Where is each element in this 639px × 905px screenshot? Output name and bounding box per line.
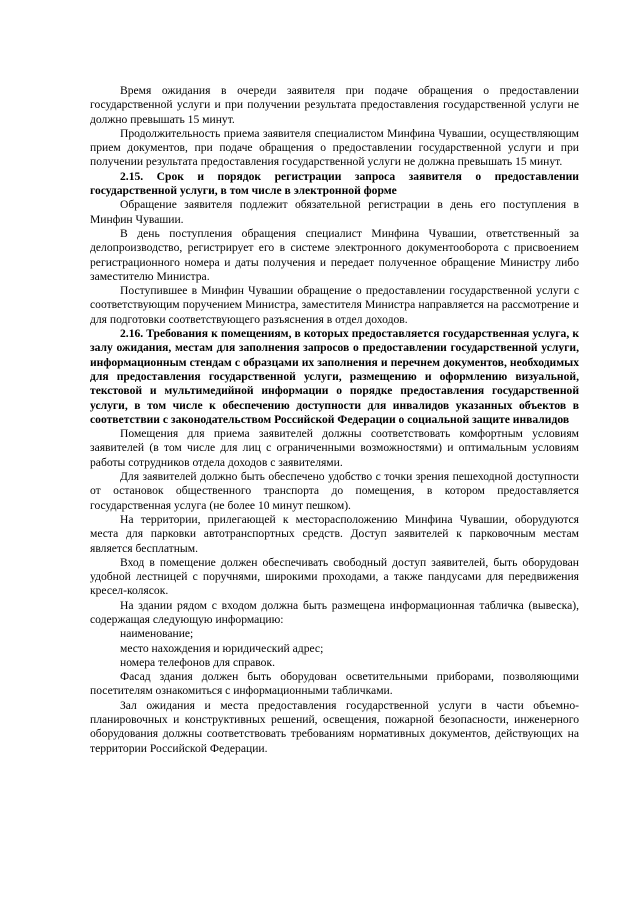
section-heading-2-16: 2.16. Требования к помещениям, в которых предоставляется государственная услуга, к залу ожидания, местам для заполнения запросов о предоставлении государственной услуги, информационным стендам с образцами их заполнения и перечнем документов, необходимых для предоставления государственной услуги, размещению и оформлению визуальной, текстовой и мультимедийной информации о порядке предоставления государственной услуги, в том числе к обеспечению доступности для инвалидов указанных объектов в соответствии с законодательством Российской Федерации о социальной защите инвалидов	[90, 327, 579, 426]
section-heading-2-15: 2.15. Срок и порядок регистрации запроса заявителя о предоставлении государственной услуги, в том числе в электронной форме	[90, 169, 579, 198]
paragraph-registration-day: В день поступления обращения специалист Минфина Чувашии, ответственный за делопроизводство, регистрирует его в системе электронного документооборота с присвоением регистрационного номера и даты получения и передает полученное обращение Министру либо заместителю Министра.	[90, 226, 579, 283]
list-item-phones: номера телефонов для справок.	[120, 655, 276, 669]
paragraph-accessibility: Для заявителей должно быть обеспечено удобство с точки зрения пешеходной доступности от остановок общественного транспорта до помещения, в котором предоставляется государственная услуга (не более 10 минут пешком).	[90, 470, 579, 512]
paragraph-waiting-hall: Зал ожидания и места предоставления государственной услуги в части объемно-планировочных и конструктивных решений, освещения, пожарной безопасности, инженерного оборудования должны соответствовать требованиям нормативных документов, действующих на территории Российской Федерации.	[90, 698, 579, 755]
paragraph-waiting-time: Время ожидания в очереди заявителя при подаче обращения о предоставлении государственной услуги и при получении результата предоставления государственной услуги не должно превышать 15 минут.	[90, 84, 579, 126]
paragraph-referral: Поступившее в Минфин Чувашии обращение о предоставлении государственной услуги с соответствующим поручением Министра, заместителя Министра направляется на рассмотрение и для подготовки соответствующего разъяснения в отдел доходов.	[90, 284, 579, 326]
paragraph-parking: На территории, прилегающей к месторасположению Минфина Чувашии, оборудуются места для парковки автотранспортных средств. Доступ заявителей к парковочным местам является бесплатным.	[90, 512, 579, 555]
paragraph-premises: Помещения для приема заявителей должны соответствовать комфортным условиям заявителей (в том числе для лиц с ограниченными возможностями) и оптимальным условиям работы сотрудников отдела доходов с заявителями.	[90, 427, 579, 469]
paragraph-sign: На здании рядом с входом должна быть размещена информационная табличка (вывеска), содержащая следующую информацию:	[90, 598, 579, 626]
paragraph-entrance: Вход в помещение должен обеспечивать свободный доступ заявителей, быть оборудован удобной лестницей с поручнями, широкими проходами, а также пандусами для передвижения кресел-колясок.	[90, 555, 579, 598]
paragraph-registration: Обращение заявителя подлежит обязательной регистрации в день его поступления в Минфин Чувашии.	[90, 198, 579, 226]
document-body	[90, 84, 579, 756]
list-item-address: место нахождения и юридический адрес;	[120, 641, 324, 655]
paragraph-reception-duration: Продолжительность приема заявителя специалистом Минфина Чувашии, осуществляющим прием документов, при подаче обращения о предоставлении государственной услуги и при получении результата предоставления государственной услуги не должна превышать 15 минут.	[90, 126, 579, 169]
paragraph-facade: Фасад здания должен быть оборудован осветительными приборами, позволяющими посетителям ознакомиться с информационными табличками.	[90, 670, 579, 698]
list-item-name: наименование;	[120, 627, 194, 641]
